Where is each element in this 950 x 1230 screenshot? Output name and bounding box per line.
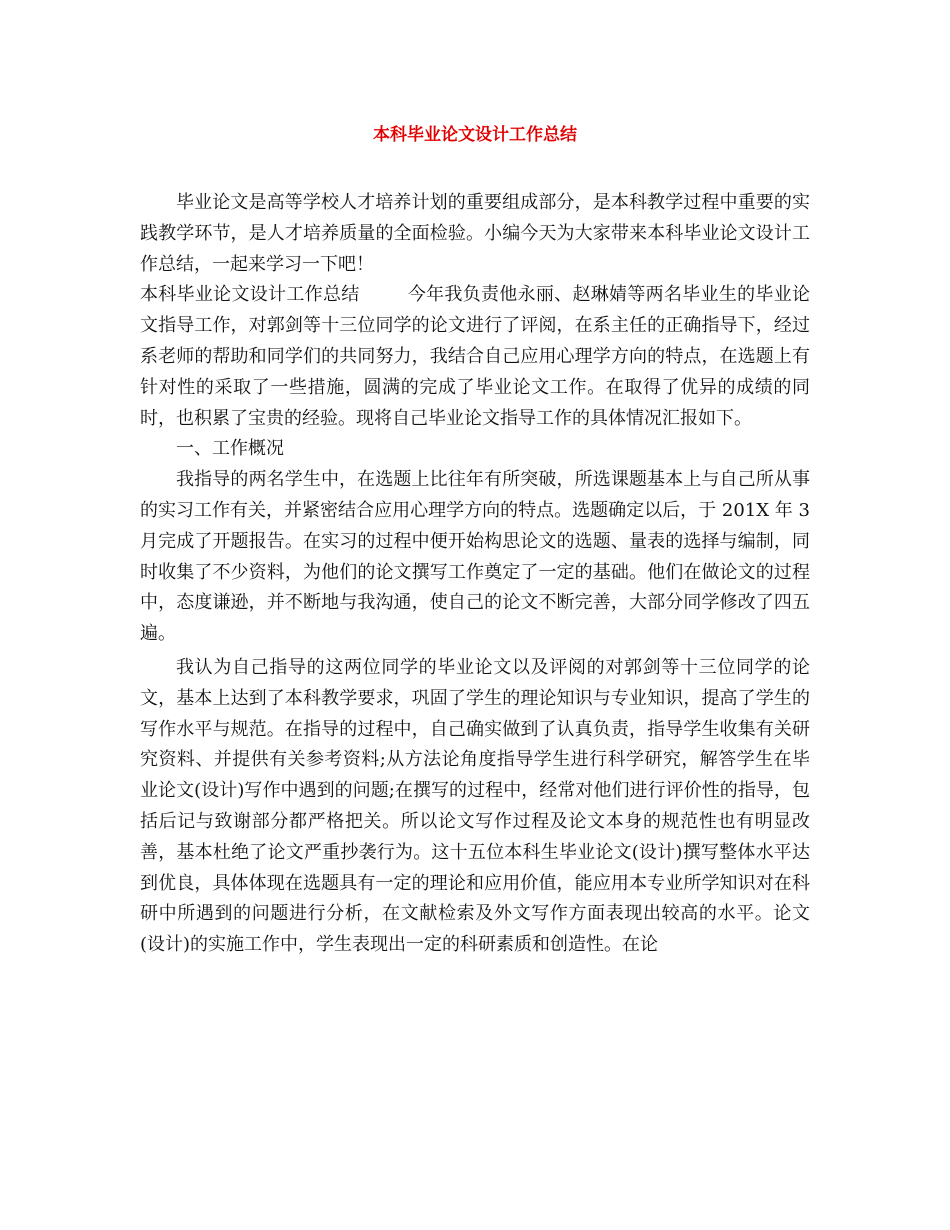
summary-paragraph — [140, 280, 810, 434]
document-body — [140, 188, 810, 961]
intro-paragraph: 毕业论文是高等学校人才培养计划的重要组成部分，是本科教学过程中重要的实践教学环节，是人才培养质量的全面检验。小编今天为大家带来本科毕业论文设计工作总结，一起来学习一下吧！ — [140, 192, 810, 275]
document-title: 本科毕业论文设计工作总结 — [373, 125, 577, 145]
paragraph-2: 我指导的两名学生中，在选题上比往年有所突破，所选课题基本上与自己所从事的实习工作有关，并紧密结合应用心理学方向的特点。选题确定以后，于 201X 年 3 月完成了开题报告。在实习的过程中便开始构思论文的选题、量表的选择与编制，同时收集了不少资料，为他们的论文撰写工作奠定了一定的基础。他们在做论文的过程中，态度谦逊，并不断地与我沟通，使自己的论文不断完善，大部分同学修改了四五遍。 — [140, 469, 810, 645]
paragraph-1: 今年我负责他永丽、赵琳婧等两名毕业生的毕业论文指导工作，对郭剑等十三位同学的论文进行了评阅，在系主任的正确指导下，经过系老师的帮助和同学们的共同努力，我结合自己应用心理学方向的特点，在选题上有针对性的采取了一些措施，圆满的完成了毕业论文工作。在取得了优异的成绩的同时，也积累了宝贵的经验。现将自己毕业论文指导工作的具体情况汇报如下。 — [140, 284, 810, 429]
subheading: 本科毕业论文设计工作总结 — [140, 284, 360, 306]
section-heading: 一、工作概况 — [176, 438, 284, 460]
paragraph-3: 我认为自己指导的这两位同学的毕业论文以及评阅的对郭剑等十三位同学的论文，基本上达到了本科教学要求，巩固了学生的理论知识与专业知识，提高了学生的写作水平与规范。在指导的过程中，自己确实做到了认真负责，指导学生收集有关研究资料、并提供有关参考资料;从方法论角度指导学生进行科学研究，解答学生在毕业论文(设计)写作中遇到的问题;在撰写的过程中，经常对他们进行评价性的指导，包括后记与致谢部分都严格把关。所以论文写作过程及论文本身的规范性也有明显改善，基本杜绝了论文严重抄袭行为。这十五位本科生毕业论文(设计)撰写整体水平达到优良，具体体现在选题具有一定的理论和应用价值，能应用本专业所学知识对在科研中所遇到的问题进行分析，在文献检索及外文写作方面表现出较高的水平。论文(设计)的实施工作中，学生表现出一定的科研素质和创造性。在论 — [140, 656, 810, 956]
